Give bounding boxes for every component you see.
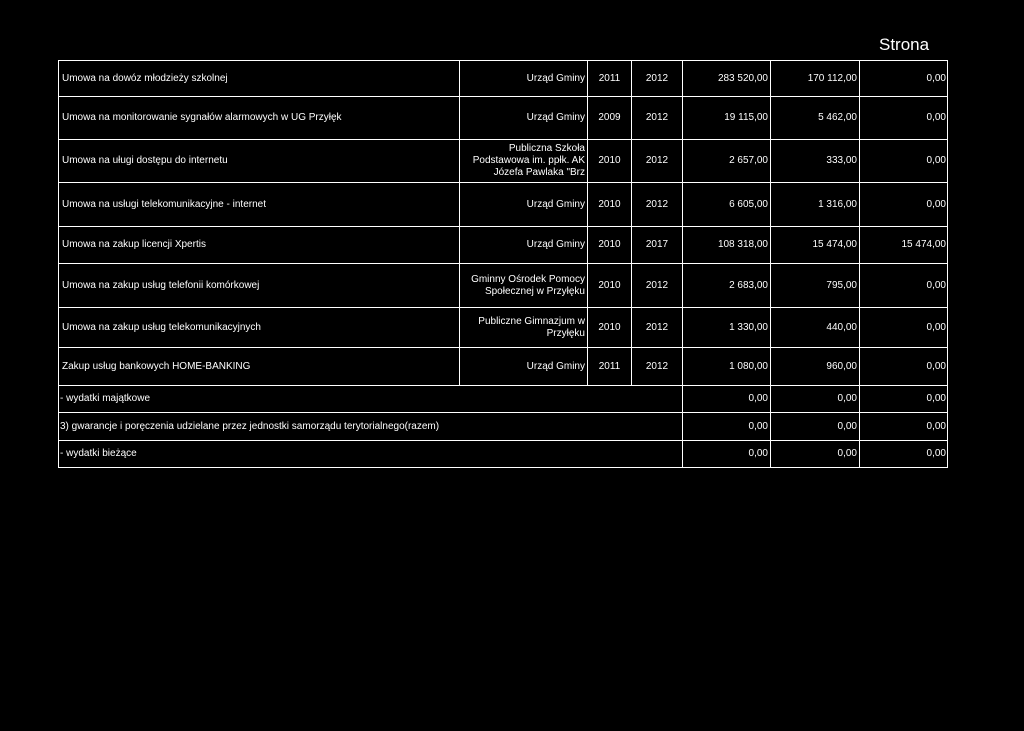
unit-name: Publiczna Szkoła Podstawowa im. ppłk. AK Józefa Pawlaka "Brz xyxy=(472,143,585,178)
limit-after: 0,00 xyxy=(926,279,946,291)
table-row xyxy=(58,97,948,140)
limit-after: 0,00 xyxy=(926,198,946,210)
year-from: 2010 xyxy=(598,279,621,291)
limit-after: 15 474,00 xyxy=(901,239,946,250)
summary-row xyxy=(58,386,948,413)
limit-year: 960,00 xyxy=(826,360,857,372)
limit-year: 0,00 xyxy=(837,420,857,432)
limit-after: 0,00 xyxy=(926,321,946,333)
year-to: 2017 xyxy=(645,239,669,250)
limit-after: 0,00 xyxy=(926,155,946,166)
limit-after: 0,00 xyxy=(926,393,946,404)
unit-name: Urząd Gminy xyxy=(526,198,585,210)
limit-total: 2 657,00 xyxy=(729,155,768,166)
limits-table xyxy=(58,60,948,468)
year-to: 2012 xyxy=(645,155,669,166)
year-to: 2012 xyxy=(645,321,669,333)
contract-name: Zakup usług bankowych HOME-BANKING xyxy=(62,360,251,372)
summary-row xyxy=(58,413,948,441)
contract-name: Umowa na zakup usług telefonii komórkowej xyxy=(62,279,260,291)
summary-label: 3) gwarancje i poręczenia udzielane przez jednostki samorządu terytorialnego(razem) xyxy=(60,420,440,432)
limit-after: 0,00 xyxy=(926,112,946,123)
table-row xyxy=(58,308,948,348)
limit-total: 1 080,00 xyxy=(729,360,768,372)
limit-after: 0,00 xyxy=(926,360,946,372)
table-row xyxy=(58,264,948,308)
limit-total: 2 683,00 xyxy=(729,279,768,291)
year-from: 2010 xyxy=(598,321,621,333)
year-from: 2010 xyxy=(598,198,621,210)
limit-total: 1 330,00 xyxy=(729,321,768,333)
contract-name: Umowa na dowóz młodzieży szkolnej xyxy=(62,72,228,84)
year-to: 2012 xyxy=(645,360,669,372)
limit-total: 283 520,00 xyxy=(717,72,768,84)
year-from: 2011 xyxy=(598,72,621,84)
contract-name: Umowa na monitorowanie sygnałów alarmowych w UG Przyłęk xyxy=(62,112,342,123)
year-from: 2010 xyxy=(598,239,621,250)
limit-year: 170 112,00 xyxy=(807,72,857,84)
unit-name: Urząd Gminy xyxy=(526,72,585,84)
table-row xyxy=(58,348,948,386)
contract-name: Umowa na uługi dostępu do internetu xyxy=(62,155,228,166)
year-from: 2009 xyxy=(598,112,621,123)
summary-label: - wydatki majątkowe xyxy=(60,393,151,404)
unit-name: Publiczne Gimnazjum w Przyłęku xyxy=(478,315,585,339)
limit-total: 0,00 xyxy=(748,393,768,404)
limit-year: 5 462,00 xyxy=(818,112,857,123)
limit-total: 0,00 xyxy=(748,420,768,432)
summary-label: - wydatki bieżące xyxy=(60,448,137,459)
contract-name: Umowa na zakup licencji Xpertis xyxy=(62,239,206,250)
limit-year: 15 474,00 xyxy=(812,239,857,250)
contract-name: Umowa na zakup usług telekomunikacyjnych xyxy=(62,321,261,333)
limit-year: 0,00 xyxy=(837,448,857,459)
page-label: Strona xyxy=(879,35,930,54)
limit-year: 0,00 xyxy=(837,393,857,404)
limit-year: 795,00 xyxy=(826,279,857,291)
year-to: 2012 xyxy=(645,112,669,123)
year-to: 2012 xyxy=(645,198,669,210)
year-to: 2012 xyxy=(645,72,669,84)
limit-total: 6 605,00 xyxy=(729,198,768,210)
limit-year: 440,00 xyxy=(826,321,857,333)
limit-after: 0,00 xyxy=(926,72,946,84)
limit-total: 108 318,00 xyxy=(717,239,768,250)
limit-year: 333,00 xyxy=(826,155,857,166)
year-from: 2010 xyxy=(598,155,621,166)
table-row xyxy=(58,227,948,264)
unit-name: Urząd Gminy xyxy=(526,239,585,250)
table-row xyxy=(58,140,948,183)
unit-name: Urząd Gminy xyxy=(526,112,585,123)
limit-total: 0,00 xyxy=(748,448,768,459)
contract-name: Umowa na usługi telekomunikacyjne - internet xyxy=(62,198,266,210)
table-row xyxy=(58,60,948,97)
limit-after: 0,00 xyxy=(926,448,946,459)
unit-name: Gminny Ośrodek Pomocy Społecznej w Przyłęku xyxy=(471,273,585,297)
table-row xyxy=(58,183,948,227)
unit-name: Urząd Gminy xyxy=(526,360,585,372)
summary-row xyxy=(58,441,948,468)
year-from: 2011 xyxy=(598,360,621,372)
year-to: 2012 xyxy=(645,279,669,291)
limit-total: 19 115,00 xyxy=(724,112,768,123)
limit-year: 1 316,00 xyxy=(818,198,857,210)
limit-after: 0,00 xyxy=(926,420,946,432)
